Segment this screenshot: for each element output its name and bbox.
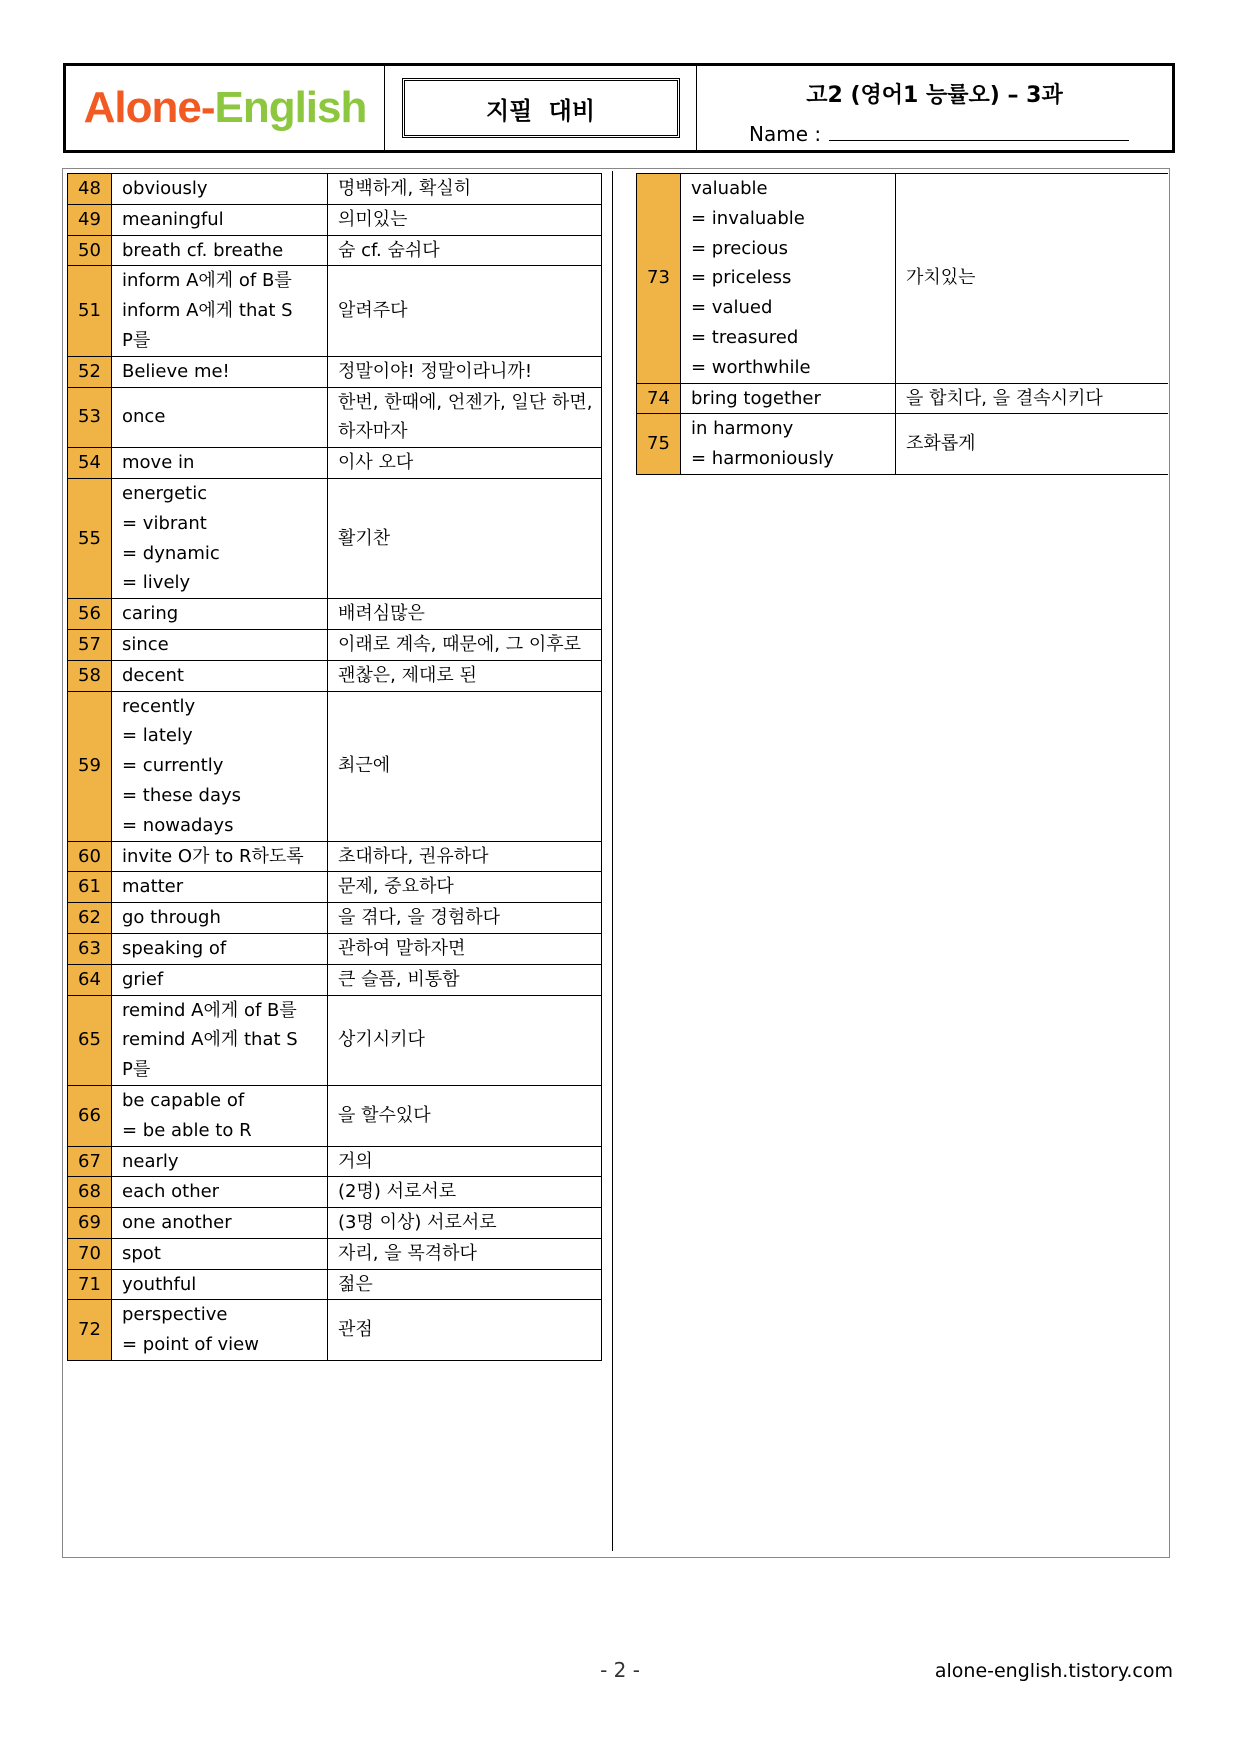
korean-meaning: (2명) 서로서로	[328, 1177, 602, 1208]
korean-meaning: 문제, 중요하다	[328, 872, 602, 903]
word-line: one another	[122, 1212, 232, 1234]
table-row	[68, 629, 602, 660]
row-number: 63	[68, 933, 112, 964]
korean-meaning: 가치있는	[896, 174, 1169, 384]
korean-meaning: 관하여 말하자면	[328, 933, 602, 964]
english-word	[112, 387, 328, 448]
table-row	[68, 933, 602, 964]
lesson-title: 고2 (영어1 능률오) – 3과	[806, 83, 1063, 108]
table-row	[68, 235, 602, 266]
word-line: go through	[122, 907, 221, 929]
table-row	[68, 1177, 602, 1208]
english-word	[112, 1146, 328, 1177]
korean-meaning: 을 할수있다	[328, 1085, 602, 1146]
korean-meaning: 젊은	[328, 1269, 602, 1300]
word-line: move in	[122, 452, 195, 474]
korean-meaning: 괜찮은, 제대로 된	[328, 660, 602, 691]
korean-meaning: 자리, 을 목격하다	[328, 1238, 602, 1269]
word-line: decent	[122, 664, 184, 686]
table-row	[68, 204, 602, 235]
row-number: 57	[68, 629, 112, 660]
table-row	[68, 478, 602, 598]
korean-meaning: 을 합치다, 을 결속시키다	[896, 383, 1169, 414]
table-row	[68, 448, 602, 479]
word-line: remind A에게 that S	[122, 1029, 298, 1051]
korean-meaning: 큰 슬픔, 비통함	[328, 964, 602, 995]
english-word	[681, 174, 896, 384]
english-word	[112, 1269, 328, 1300]
word-line: youthful	[122, 1273, 197, 1295]
row-number: 62	[68, 903, 112, 934]
footer-url: alone-english.tistory.com	[934, 1660, 1173, 1682]
korean-meaning: 거의	[328, 1146, 602, 1177]
table-row	[68, 995, 602, 1085]
korean-meaning: 이래로 계속, 때문에, 그 이후로	[328, 629, 602, 660]
word-line: spot	[122, 1242, 161, 1264]
table-row	[637, 383, 1169, 414]
row-number: 66	[68, 1085, 112, 1146]
word-line: breath cf. breathe	[122, 239, 284, 261]
english-word	[112, 204, 328, 235]
word-line: valuable	[691, 178, 768, 199]
row-number: 58	[68, 660, 112, 691]
word-line: once	[122, 406, 166, 428]
korean-meaning: 의미있는	[328, 204, 602, 235]
korean-meaning: 상기시키다	[328, 995, 602, 1085]
word-line: = currently	[122, 755, 224, 777]
logo	[66, 66, 385, 150]
english-word	[112, 841, 328, 872]
word-line: = vibrant	[122, 512, 207, 534]
english-word	[681, 414, 896, 475]
word-line: bring together	[691, 387, 821, 409]
korean-meaning: 조화롭게	[896, 414, 1169, 475]
page-number: - 2 -	[600, 1658, 640, 1682]
english-word	[112, 174, 328, 205]
word-line: = dynamic	[122, 542, 220, 564]
info-cell	[697, 66, 1172, 150]
english-word	[112, 1238, 328, 1269]
table-row	[68, 1269, 602, 1300]
word-line: remind A에게 of B를	[122, 999, 297, 1021]
table-row	[68, 841, 602, 872]
english-word	[681, 383, 896, 414]
word-line: = precious	[691, 237, 789, 259]
word-line: = valued	[691, 297, 773, 319]
word-line: inform A에게 that S	[122, 300, 293, 322]
word-line: grief	[122, 968, 164, 990]
table-row	[68, 872, 602, 903]
row-number: 50	[68, 235, 112, 266]
logo-part-english: English	[214, 83, 367, 132]
page-title: 지필 대비	[402, 78, 680, 138]
word-line: speaking of	[122, 937, 227, 959]
row-number: 61	[68, 872, 112, 903]
row-number: 53	[68, 387, 112, 448]
word-line: P를	[122, 329, 151, 351]
row-number: 70	[68, 1238, 112, 1269]
row-number: 51	[68, 266, 112, 356]
row-number: 75	[637, 414, 681, 475]
row-number: 54	[68, 448, 112, 479]
vocab-table-left	[67, 173, 602, 1361]
english-word	[112, 995, 328, 1085]
korean-meaning: 배려심많은	[328, 599, 602, 630]
english-word	[112, 933, 328, 964]
english-word	[112, 629, 328, 660]
logo-dash: -	[200, 83, 215, 132]
word-line: obviously	[122, 178, 208, 199]
vocab-table-right	[636, 173, 1168, 475]
korean-meaning: 정말이야! 정말이라니까!	[328, 356, 602, 387]
word-line: = priceless	[691, 267, 792, 289]
word-line: matter	[122, 876, 184, 898]
table-row	[68, 660, 602, 691]
table-row	[68, 387, 602, 448]
row-number: 56	[68, 599, 112, 630]
korean-meaning: (3명 이상) 서로서로	[328, 1208, 602, 1239]
english-word	[112, 235, 328, 266]
english-word	[112, 964, 328, 995]
word-line: = harmoniously	[691, 448, 834, 470]
name-label: Name :	[749, 122, 822, 146]
word-line: invite O가 to R하도록	[122, 845, 304, 867]
word-line: = lively	[122, 572, 191, 594]
table-row	[68, 1208, 602, 1239]
table-row	[68, 903, 602, 934]
word-line: P를	[122, 1059, 151, 1081]
row-number: 73	[637, 174, 681, 384]
word-line: meaningful	[122, 208, 224, 230]
word-line: = treasured	[691, 326, 799, 348]
title-cell	[385, 66, 697, 150]
korean-meaning: 관점	[328, 1300, 602, 1361]
word-line: = point of view	[122, 1334, 259, 1356]
name-blank-line[interactable]	[829, 122, 1129, 141]
row-number: 74	[637, 383, 681, 414]
korean-meaning: 최근에	[328, 691, 602, 841]
word-line: = lately	[122, 725, 193, 747]
word-line: nearly	[122, 1150, 179, 1172]
word-line: since	[122, 633, 169, 655]
table-row	[637, 174, 1169, 384]
english-word	[112, 903, 328, 934]
word-line: in harmony	[691, 418, 794, 440]
row-number: 49	[68, 204, 112, 235]
word-line: each other	[122, 1181, 220, 1203]
row-number: 65	[68, 995, 112, 1085]
word-line: = nowadays	[122, 814, 234, 836]
column-divider	[612, 171, 613, 1551]
word-line: recently	[122, 695, 196, 717]
row-number: 67	[68, 1146, 112, 1177]
word-line: Believe me!	[122, 360, 230, 382]
english-word	[112, 1300, 328, 1361]
table-row	[68, 964, 602, 995]
english-word	[112, 872, 328, 903]
table-row	[68, 599, 602, 630]
korean-meaning: 을 겪다, 을 경험하다	[328, 903, 602, 934]
english-word	[112, 448, 328, 479]
row-number: 69	[68, 1208, 112, 1239]
english-word	[112, 1085, 328, 1146]
english-word	[112, 691, 328, 841]
row-number: 72	[68, 1300, 112, 1361]
word-line: energetic	[122, 482, 208, 504]
word-line: = invaluable	[691, 207, 805, 229]
word-line: = be able to R	[122, 1119, 252, 1141]
row-number: 64	[68, 964, 112, 995]
row-number: 59	[68, 691, 112, 841]
korean-meaning: 한번, 한때에, 언젠가, 일단 하면, 하자마자	[328, 387, 602, 448]
english-word	[112, 660, 328, 691]
row-number: 48	[68, 174, 112, 205]
word-line: caring	[122, 603, 179, 625]
korean-meaning: 이사 오다	[328, 448, 602, 479]
table-row	[68, 1300, 602, 1361]
name-row	[749, 122, 1129, 146]
table-row	[68, 1146, 602, 1177]
english-word	[112, 356, 328, 387]
row-number: 68	[68, 1177, 112, 1208]
english-word	[112, 1177, 328, 1208]
english-word	[112, 478, 328, 598]
word-line: = worthwhile	[691, 356, 811, 378]
header	[63, 63, 1175, 153]
table-row	[637, 414, 1169, 475]
english-word	[112, 599, 328, 630]
table-row	[68, 691, 602, 841]
table-row	[68, 174, 602, 205]
korean-meaning: 알려주다	[328, 266, 602, 356]
word-line: perspective	[122, 1304, 228, 1326]
word-line: = these days	[122, 784, 242, 806]
word-line: be capable of	[122, 1089, 245, 1111]
table-row	[68, 1238, 602, 1269]
korean-meaning: 명백하게, 확실히	[328, 174, 602, 205]
english-word	[112, 1208, 328, 1239]
table-row	[68, 1085, 602, 1146]
korean-meaning: 초대하다, 권유하다	[328, 841, 602, 872]
english-word	[112, 266, 328, 356]
row-number: 52	[68, 356, 112, 387]
table-row	[68, 356, 602, 387]
row-number: 55	[68, 478, 112, 598]
table-row	[68, 266, 602, 356]
korean-meaning: 숨 cf. 숨쉬다	[328, 235, 602, 266]
korean-meaning: 활기찬	[328, 478, 602, 598]
row-number: 71	[68, 1269, 112, 1300]
word-line: inform A에게 of B를	[122, 270, 292, 292]
row-number: 60	[68, 841, 112, 872]
logo-part-alone: Alone	[83, 83, 201, 132]
